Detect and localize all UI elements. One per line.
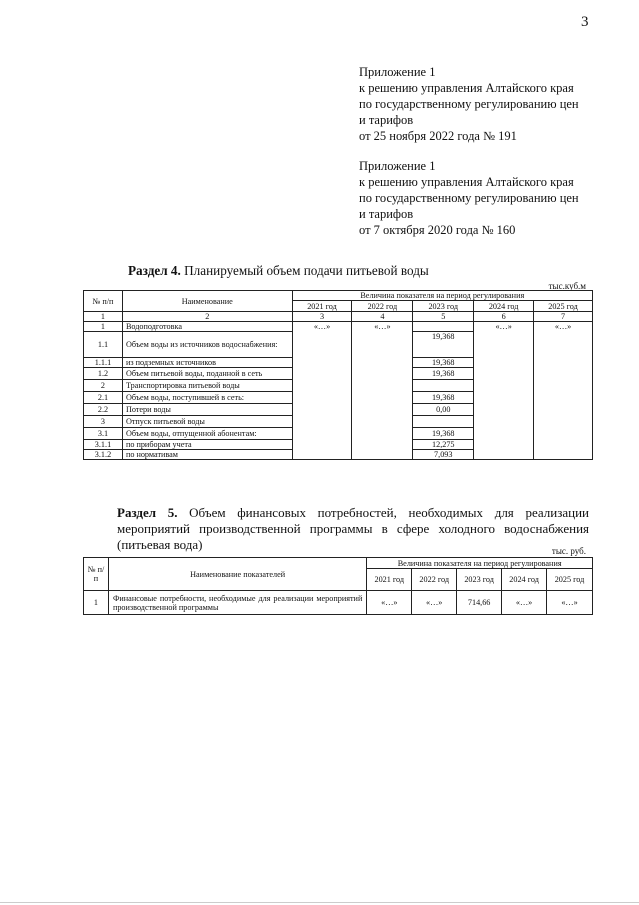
column-index: 3 [292, 312, 352, 322]
header-year: 2021 год [292, 301, 352, 312]
value-2021: «…» [292, 322, 352, 460]
row-name: Объем питьевой воды, поданной в сеть [122, 368, 292, 380]
value-2023: 19,368 [413, 392, 474, 404]
annex-line: Приложение 1 [359, 159, 436, 173]
header-year: 2024 год [474, 301, 534, 312]
annex-line: и тарифов [359, 113, 414, 127]
value-2023: 19,368 [413, 332, 474, 358]
annex-line: по государственному регулированию цен [359, 97, 579, 111]
value-2023: 0,00 [413, 404, 474, 416]
value-2023: 19,368 [413, 368, 474, 380]
financial-needs-table [83, 557, 593, 615]
section4-title-text: Планируемый объем подачи питьевой воды [180, 263, 429, 278]
section4-title [128, 263, 429, 279]
row-name: Отпуск питьевой воды [122, 416, 292, 428]
section4-label: Раздел 4. [128, 263, 181, 278]
column-index: 4 [352, 312, 413, 322]
section4-unit: тыс.куб.м [548, 281, 586, 291]
annex-line: от 25 ноября 2022 года № 191 [359, 129, 517, 143]
row-name: Водоподготовка [122, 322, 292, 332]
value-2024: «…» [502, 591, 547, 615]
annex-line: Приложение 1 [359, 65, 436, 79]
header-name: Наименование [122, 291, 292, 312]
row-num: 1.1.1 [84, 358, 123, 368]
header-year: 2021 год [367, 569, 412, 591]
row-name: Объем воды из источников водоснабжения: [122, 332, 292, 358]
header-name: Наименование показателей [108, 558, 366, 591]
annex-line: по государственному регулированию цен [359, 191, 579, 205]
header-year: 2022 год [412, 569, 457, 591]
water-volume-table [83, 290, 593, 460]
header-year: 2023 год [457, 569, 502, 591]
value-2023: 12,275 [413, 440, 474, 450]
column-index: 7 [534, 312, 593, 322]
table-row [84, 591, 593, 615]
row-name: Потери воды [122, 404, 292, 416]
value-2021: «…» [367, 591, 412, 615]
row-num: 3.1 [84, 428, 123, 440]
header-year: 2024 год [502, 569, 547, 591]
annex-header-current [359, 64, 579, 144]
table-row [84, 322, 593, 332]
header-num: № п/п [84, 291, 123, 312]
header-group: Величина показателя на период регулирования [367, 558, 593, 569]
value-2023 [413, 416, 474, 428]
value-2023: 714,66 [457, 591, 502, 615]
value-2022: «…» [412, 591, 457, 615]
value-2024: «…» [474, 322, 534, 460]
row-num: 1 [84, 591, 109, 615]
row-num: 3.1.1 [84, 440, 123, 450]
value-2023 [413, 322, 474, 332]
header-num: № п/п [84, 558, 109, 591]
header-year: 2025 год [547, 569, 593, 591]
row-num: 2.2 [84, 404, 123, 416]
row-num: 1.2 [84, 368, 123, 380]
row-name: Объем воды, поступившей в сеть: [122, 392, 292, 404]
column-index: 2 [122, 312, 292, 322]
header-year: 2022 год [352, 301, 413, 312]
annex-line: к решению управления Алтайского края [359, 175, 574, 189]
page-bottom-edge [0, 902, 639, 903]
row-num: 2.1 [84, 392, 123, 404]
value-2023: 7,093 [413, 450, 474, 460]
column-index: 6 [474, 312, 534, 322]
section5-label: Раздел 5. [117, 505, 178, 520]
row-name: Транспортировка питьевой воды [122, 380, 292, 392]
value-2023 [413, 380, 474, 392]
value-2025: «…» [547, 591, 593, 615]
annex-header-original [359, 158, 579, 238]
row-name: по приборам учета [122, 440, 292, 450]
value-2023: 19,368 [413, 428, 474, 440]
row-num: 3.1.2 [84, 450, 123, 460]
row-num: 1 [84, 322, 123, 332]
header-year: 2023 год [413, 301, 474, 312]
section5-unit: тыс. руб. [551, 546, 586, 556]
section5-title [117, 505, 589, 553]
annex-line: и тарифов [359, 207, 414, 221]
page-number: 3 [581, 14, 589, 30]
row-name: по нормативам [122, 450, 292, 460]
header-year: 2025 год [534, 301, 593, 312]
row-name: Финансовые потребности, необходимые для реализации мероприятий производственной программы [108, 591, 366, 615]
header-group: Величина показателя на период регулирования [292, 291, 592, 301]
value-2022: «…» [352, 322, 413, 460]
value-2023: 19,368 [413, 358, 474, 368]
annex-line: от 7 октября 2020 года № 160 [359, 223, 516, 237]
annex-line: к решению управления Алтайского края [359, 81, 574, 95]
value-2025: «…» [534, 322, 593, 460]
row-num: 2 [84, 380, 123, 392]
row-name: из подземных источников [122, 358, 292, 368]
column-index: 5 [413, 312, 474, 322]
column-index: 1 [84, 312, 123, 322]
row-num: 3 [84, 416, 123, 428]
row-num: 1.1 [84, 332, 123, 358]
section5-title-text: Объем финансовых потребностей, необходимых для реализации мероприятий производственной программы в сфере холодного водоснабжения (питьевая вода) [117, 505, 589, 552]
row-name: Объем воды, отпущенной абонентам: [122, 428, 292, 440]
